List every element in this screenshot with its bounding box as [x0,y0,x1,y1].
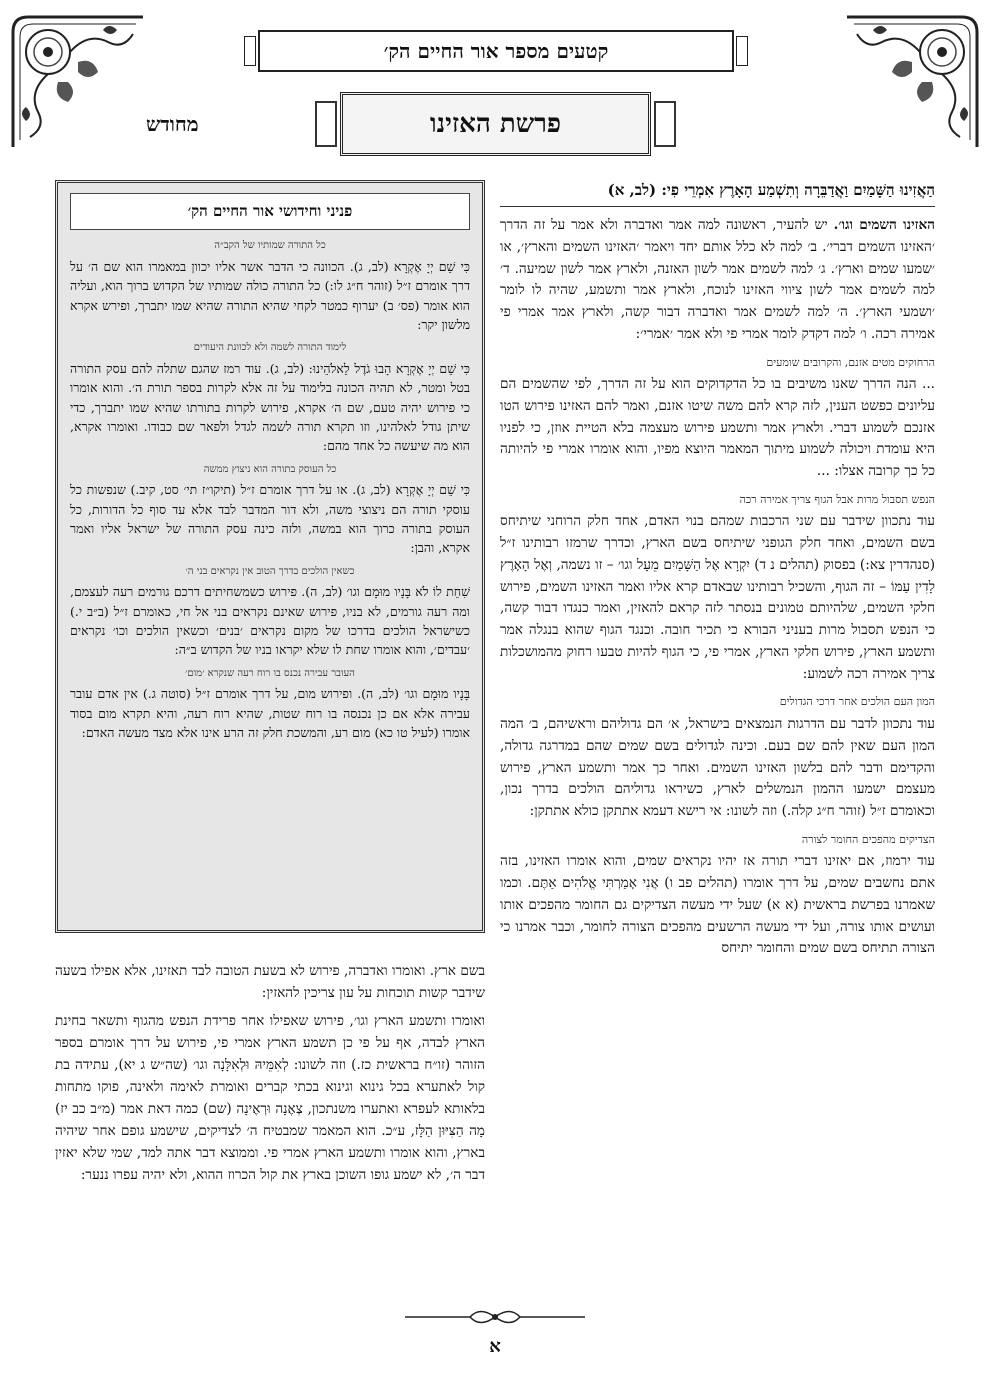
scroll-divider-icon [400,1306,590,1328]
commentary-paragraph-5: עוד ירמוז, אם יאזינו דברי תורה אז יהיו נקראים שמים, והוא אומרו האזינו, בזה אתם נחשבים שמים, על דרך אומרו (תהלים פב ו) אֲנִי אָמַרְתִּי אֱלֹהִים אַתֶּם. וכמו שאמרנו בפרשת בראשית (א א) שעל ידי מעשה הצדיקים גם החומר מהפכים אותו ועושים אותו צורה, ועל ידי מעשה הרשעים מהפכים הצורה לחומר, וכבר אמרנו כי הצורה תתיחס בשם שמים והחומר יתיחס [500,853,935,957]
section-subheading: המון העם הולכים אחר דרכי הגדולים [779,695,935,709]
new-label: מחודש [146,112,199,136]
commentary-paragraph-1 [500,215,935,346]
book-title-banner [258,30,734,72]
pearls-sidebar-box [55,180,485,933]
book-title: קטעים מספר אור החיים הק׳ [383,38,609,63]
commentary-paragraph-4: עוד נתכוון לדבר עם הדרגות הנמצאים בישראל, א׳ הם גדוליהם וראשיהם, ב׳ המה המון העם שאין להם שם בעם. וכינה לגדולים בשם שמים שהם במדרגה גדולה, והקדימם ודבר להם בלשון האזינו השמים. ואחר כך אמר ותשמע הארץ, פירוש מעצמם ישמעו ההמון הנמשלים לארץ, כשיראו גדוליהם הולכים בדרך נכון, וכאומרם ז״ל (זוהר ח״ג קלה.) וזה לשונו: אי רישא דעמא אתתקן כולא אתתקן: [500,716,935,820]
box-subheading: העובר עבירה נכנס בו רוח רעה שנקרא ׳מום׳ [185,667,355,679]
section-subheading: הנפש תסבול מרות אבל הגוף צריך אמירה רכה [739,492,935,506]
box-paragraph: כִּי שֵׁם יְיָ אֶקְרָא (לב, ג). או על דרך אומרם ז״ל (תיקו״ז תי׳ סט, קיב.) שנפשות כל עוסקי תורה הם ניצוצי משה, ולא דור המדבר לבד אלא עד סוף כל הדורות, כל העוסק בתורה כרוך הוא במשה, ולזה כינה עסק התורה של ישראל אליו ואמר אקרא, והבן: [70,482,470,556]
corner-ornament-top-right [842,12,982,152]
section-subheading: הרחוקים מטים אזנם, והקרובים שומעים [766,355,935,369]
box-paragraph: שִׁחֵת לוֹ לֹא בָּנָיו מוּמָם וגו׳ (לב, ה). פירוש כשמשחיתים דרכם גורמים רעה לעצמם, ומה רעה גורמים, לא בניו, פירוש שאינם נקראים בני אל חי, כאומרם ז״ל (ב״ב י.) כשישראל הולכים בדרכו של מקום נקראים ׳בנים׳ וכשאין הולכים וכו׳ נקראים ׳עבדים׳, והוא אומרו שחת לו שלא יקראו בניו של הקדוש ב״ה: [70,584,470,658]
box-subheading: לימוד התורה לשמה ולא לכוונת היעודים [193,342,347,354]
corner-ornament-top-left [8,12,148,152]
box-subheading: כשאין הולכים בדרך הטוב אין נקראים בני ה׳ [185,565,355,577]
section-subheading: הצדיקים מהפכים החומר לצורה [801,832,935,846]
footer-ornament [400,1306,590,1328]
box-subheading: כל העוסק בתורה הוא ניצוץ ממשה [203,463,337,475]
continued-commentary-column [55,960,485,1192]
page-number: א [489,1336,501,1357]
flourish-icon [8,12,148,152]
flourish-icon [842,12,982,152]
commentary-paragraph-3: עוד נתכוון שידבר עם שני הרכבות שמהם בנוי האדם, אחד חלק הרוחני שיתיחס בשם השמים, ואחד חלק הגופני שיתיחס בשם הארץ, וכדרך שרמזו רבותינו ז״ל (סנהדרין צא:) בפסוק (תהלים נ ד) יִקְרָא אֶל הַשָּׁמַיִם מֵעָל וגו׳ – זו נשמה, וְאֶל הָאָרֶץ לָדִין עַמּוֹ – זה הגוף, והשכיל רבותינו שבאדם קרא אליו ואמר האזינו השמים, פירוש חלקי השמים, שלהיותם טמונים בנסתר לזה קראם להאזין, ואמר כנגדו דבור קשה, כי הנפש תסבול מרות בעניני הבורא כי תכיר חובה. וכנגד הגוף שהוא בנגלה אמר ותשמע הארץ, פירוש חלקי הארץ, אמרי פי, כי הגוף להיות טבעו רחוק מהמושכלות צריך אמירה רכה לשמוע: [500,513,935,682]
main-commentary-column [500,178,935,966]
continued-paragraph-2: ואומרו ותשמע הארץ וגו׳, פירוש שאפילו אחר פרידת הנפש מהגוף ותשאר בחינת הארץ לבדה, אף על פי כן תשמע הארץ אמרי פי, פירוש על דרך אומרם בספר הזוהר (זו״ח בראשית כז.) וזה לשונו: לְאִמֵּיהּ וּלְאִלָּנָה וגו׳ (שה״ש ג יא), עתידה בת קול לאתערא בכל גינוא וגינוא בכתי קברים ואומרת לאימה ולאינה, פוקו מתחות בלאותא לעפרא ואתערו משנתכון, צְאֶנָה וּרְאֶינָה (שם) כמה דאת אמר (מ״ב כב יז) מָה הַצִּיּוּן הַלָּז, ע״כ. הוא המאמר שמבטיח ה׳ לצדיקים, שישמע גופם אחר שיהיה בארץ, והוא אומרו ותשמע הארץ אמרי פי. וממוצא דבר אתה למד, שמי שלא יאזין דבר ה׳, לא ישמע גופו השוכן בארץ את קול הכרוז ההוא, ולא יהיה עפרו ננער: [55,1013,485,1184]
box-paragraph: כִּי שֵׁם יְיָ אֶקְרָא הָבוּ גֹדֶל לֵאלֹהֵינוּ: (לב, ג). עוד רמז שהגם שתלה להם עסק התורה בטל ומטר, לא תהיה הכונה בלימוד על זה אלא לקרות בספר תורת ה׳. והוא אומרו כי פירוש יהיה טעם, שם ה׳ אקרא, פירוש לקרות בתורתו שהיא שמו יתברך, כדי שיתן גודל לאלהינו, וזו תקרא תורה לשמה לגדל ולפאר שם כבודו. ואומרו אקרא, הוא מה שיעשה כל אחד מהם: [70,360,470,454]
paragraph-text: יש להעיר, ראשונה למה אמר ואדברה ולא אמר על זה הדרך ׳האזינו השמים דברי׳. ב׳ למה לא כלל אותם יחד ויאמר ׳האזינו השמים והארץ׳, או ׳שמעו שמים וארץ׳. ג׳ למה לשמים אמר לשון האזנה, ולארץ אמר לשון שמיעה. ד׳ למה לשמים אמר לשון ציווי האזינו לנוכח, ולארץ אמר ותשמע, שהיה לו לומר ׳ושמעי הארץ׳. ה׳ למה לשמים אמר ואדברה דבור קשה, ולארץ אמר אמרי פי אמירה רכה. ו׳ למה דקדק לומר אמרי פי ולא אמר ׳אמרי׳: [500,217,935,342]
verse-heading: הַאֲזִינוּ הַשָּׁמַיִם וַאֲדַבֵּרָה וְתִשְׁמַע הָאָרֶץ אִמְרֵי פִי: (לב, א) [500,178,935,207]
box-subheading: כל התורה שמותיו של הקב״ה [214,240,326,252]
commentary-paragraph-2: ... הנה הדרך שאנו משיבים בו כל הדקדוקים הוא על זה הדרך, לפי שהשמים הם עליונים כפשט הענין, לזה קרא להם משה שיטו אזנם, ואמר להם האזינו פירוש הטו אזנכם לשמוע דברי. ולארץ אמר ותשמע פירוש מעצמה בלא הטיית אוזן, כי לפניו היא עומדת ויכולה לשמוע מיתוך המאמר היוצא מפיו, והוא אומרו אמרי פי להיותה כל כך קרובה אצלו: ... [500,376,935,480]
continued-paragraph-1: בשם ארץ. ואומרו ואדברה, פירוש לא בשעת הטובה לבד תאזינו, אלא אפילו בשעה שידבר קשות תוכחות על עון צריכין להאזין: [55,963,485,1002]
box-paragraph: בָּנָיו מוּמָם וגו׳ (לב, ה). ופירוש מום, על דרך אומרם ז״ל (סוטה ג.) אין אדם עובר עבירה אלא אם כן נכנסה בו רוח שטות, שהיא רוח רעה, והיא תקרא מום בסוד אומרו (לעיל טו כא) מום רע, והמשכת חלק זה הרע אינו אלא מצד מעשה האדם: [70,686,470,740]
dibbur-hamatchil: האזינו השמים וגו׳. [833,217,935,233]
box-paragraph: כִּי שֵׁם יְיָ אֶקְרָא (לב, ג). הכוונה כי הדבר אשר אליו יכוון במאמרו הוא שם ה׳ על דרך אומרם ז״ל (זוהר ח״ג לו:) כל התורה כולה שמותיו של הקדוש ברוך הוא, ועליה הוא אומר (פס׳ ב) יערוף כמטר לקחי שהיא התורה שהיא שמו יתברך, ופירש אקרא מלשון יקר: [70,258,470,332]
parsha-title-banner [340,92,651,156]
parsha-title: פרשת האזינו [429,109,562,139]
box-title: פניני וחידושי אור החיים הק׳ [70,193,470,230]
